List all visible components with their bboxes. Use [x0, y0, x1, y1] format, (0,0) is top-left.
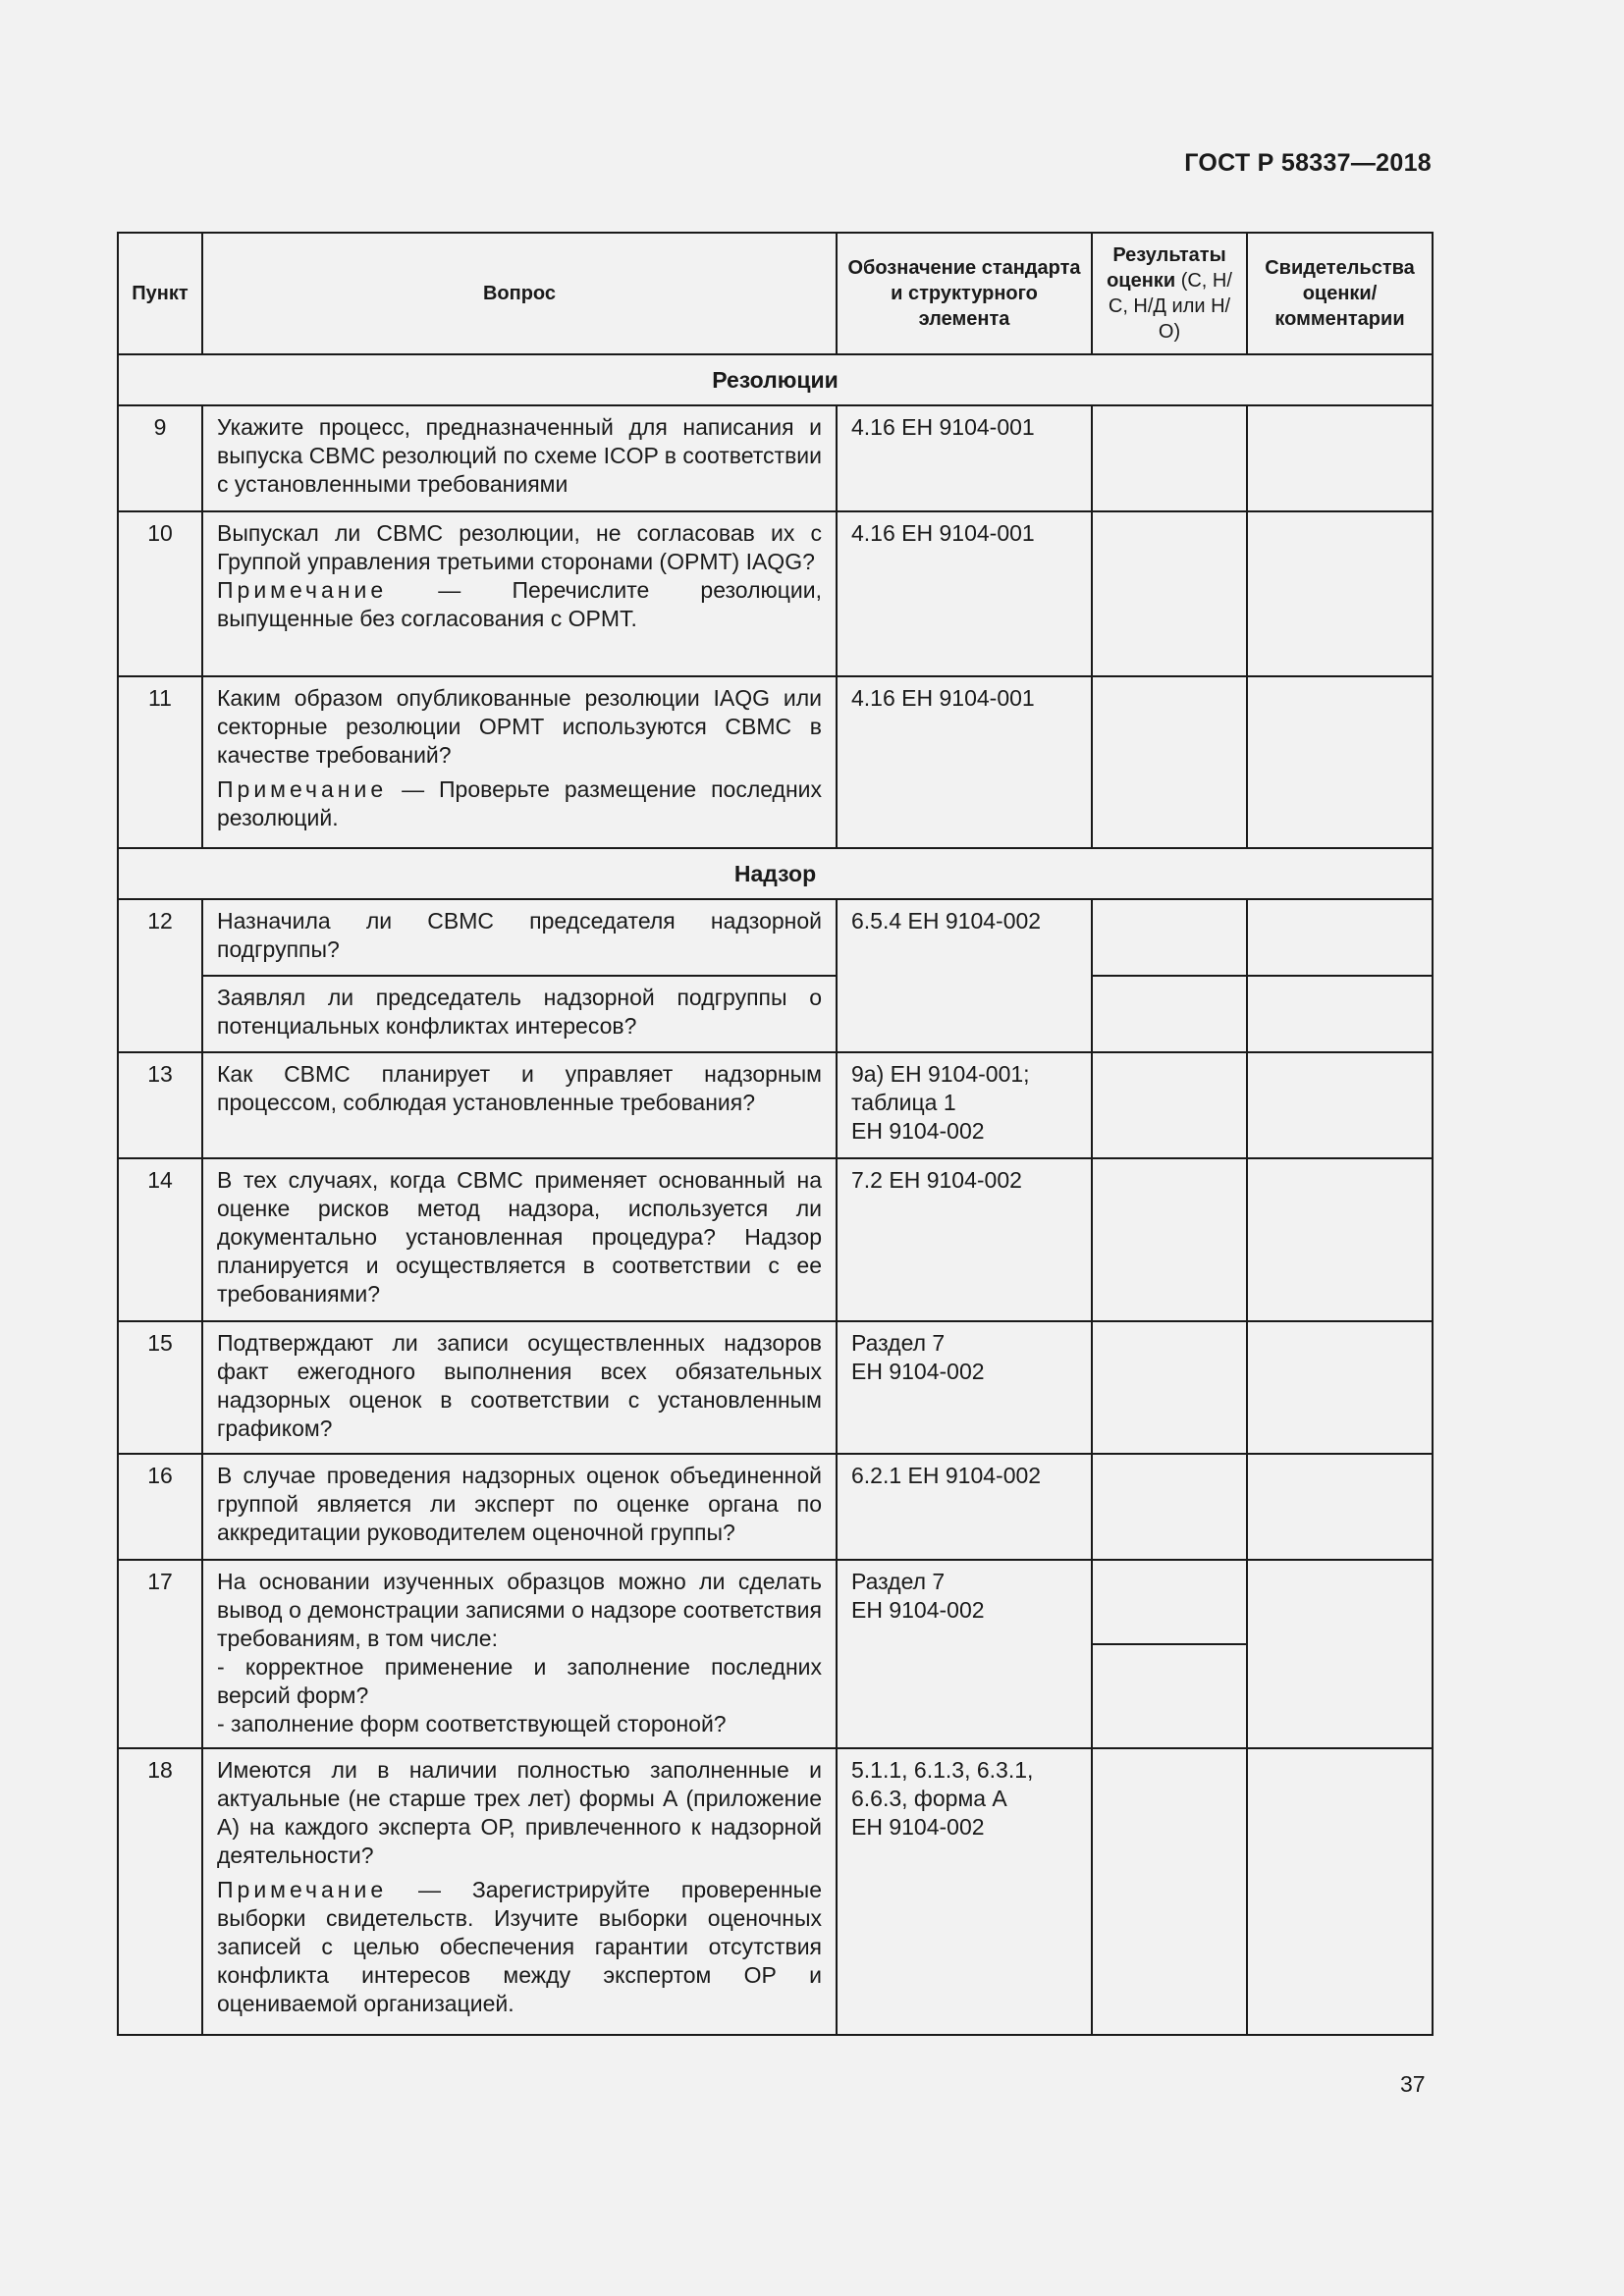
standard-cell: 4.16 ЕН 9104-001: [837, 405, 1092, 511]
standard-line: ЕН 9104-002: [851, 1118, 985, 1144]
section-title: Надзор: [118, 848, 1433, 899]
item-number: 15: [118, 1321, 202, 1454]
standard-cell: [837, 1052, 1092, 1158]
question-cell: [202, 1748, 837, 2035]
standard-line: ЕН 9104-002: [851, 1359, 985, 1384]
question-text: - заполнение форм соответствующей стороной?: [217, 1711, 727, 1736]
question-text: Подтверждают ли записи осуществленных надзоров факт ежегодного выполнения всех обязательных надзорных оценок в соответствии с установленным графиком?: [217, 1330, 822, 1441]
standard-cell: [837, 1321, 1092, 1454]
evidence-cell[interactable]: [1247, 899, 1433, 976]
standard-line: таблица 1: [851, 1090, 956, 1115]
item-number: 12: [118, 899, 202, 1052]
question-cell: [202, 899, 837, 976]
standard-cell: 4.16 ЕН 9104-001: [837, 676, 1092, 848]
table-header-row: [118, 233, 1433, 354]
question-text: На основании изученных образцов можно ли сделать вывод о демонстрации записями о надзоре соответствия требованиям, в том числе:: [217, 1569, 822, 1651]
question-text: Как СВМС планирует и управляет надзорным процессом, соблюдая установленные требования?: [217, 1061, 822, 1115]
header-results: [1092, 233, 1247, 354]
page-number: 37: [1400, 2071, 1426, 2097]
question-cell: [202, 405, 837, 511]
table-row: [118, 1748, 1433, 2035]
table-row: [118, 899, 1433, 976]
evidence-cell[interactable]: [1247, 1052, 1433, 1158]
evidence-cell[interactable]: [1247, 1560, 1433, 1748]
evidence-cell[interactable]: [1247, 1454, 1433, 1560]
question-cell: [202, 1321, 837, 1454]
question-cell: [202, 676, 837, 848]
audit-checklist-table: [117, 232, 1434, 2036]
standard-cell: 7.2 ЕН 9104-002: [837, 1158, 1092, 1321]
table-row: [118, 405, 1433, 511]
question-note: [217, 1876, 822, 2018]
question-text: - корректное применение и заполнение последних версий форм?: [217, 1654, 822, 1708]
note-text: — Перечислите резолюции, выпущенные без согласования с OPMT.: [217, 577, 822, 631]
question-text: Назначила ли СВМС председателя надзорной подгруппы?: [217, 908, 822, 962]
item-number: 11: [118, 676, 202, 848]
evidence-cell[interactable]: [1247, 1321, 1433, 1454]
result-cell[interactable]: [1092, 676, 1247, 848]
standard-cell: 6.2.1 ЕН 9104-002: [837, 1454, 1092, 1560]
question-cell: [202, 1560, 837, 1748]
item-number: 10: [118, 511, 202, 676]
result-cell[interactable]: [1092, 405, 1247, 511]
standard-line: 5.1.1, 6.1.3, 6.3.1,: [851, 1757, 1034, 1783]
result-cell[interactable]: [1092, 1454, 1247, 1560]
section-row-supervision: [118, 848, 1433, 899]
question-cell: [202, 1454, 837, 1560]
question-cell: [202, 511, 837, 676]
standard-line: ЕН 9104-002: [851, 1814, 985, 1840]
header-standard: Обозначение стандарта и структурного элемента: [837, 233, 1092, 354]
header-question: Вопрос: [202, 233, 837, 354]
standard-line: 6.6.3, форма А: [851, 1786, 1007, 1811]
item-number: 18: [118, 1748, 202, 2035]
standard-line: 9а) ЕН 9104-001;: [851, 1061, 1030, 1087]
table-row: [118, 676, 1433, 848]
question-text: Выпускал ли СВМС резолюции, не согласовав их с Группой управления третьими сторонами (OPMT) IAQG?: [217, 520, 822, 574]
result-cell[interactable]: [1092, 511, 1247, 676]
item-number: 16: [118, 1454, 202, 1560]
table-row: [118, 511, 1433, 676]
question-note: [217, 576, 822, 633]
question-text: Каким образом опубликованные резолюции IAQG или секторные резолюции OPMT используются СВМС в качестве требований?: [217, 685, 822, 768]
question-cell: [202, 1158, 837, 1321]
item-number: 14: [118, 1158, 202, 1321]
standard-line: Раздел 7: [851, 1569, 946, 1594]
table-row: [118, 1321, 1433, 1454]
question-text: В случае проведения надзорных оценок объединенной группой является ли эксперт по оценке органа по аккредитации руководителем оценочной группы?: [217, 1463, 822, 1545]
item-number: 17: [118, 1560, 202, 1748]
evidence-cell[interactable]: [1247, 1748, 1433, 2035]
evidence-cell[interactable]: [1247, 511, 1433, 676]
standard-cell: [837, 1748, 1092, 2035]
document-code: ГОСТ Р 58337—2018: [1184, 149, 1432, 177]
header-item: Пункт: [118, 233, 202, 354]
question-text: Имеются ли в наличии полностью заполненные и актуальные (не старше трех лет) формы А (приложение А) на каждого эксперта ОР, привлеченного к надзорной деятельности?: [217, 1757, 822, 1868]
evidence-cell[interactable]: [1247, 405, 1433, 511]
header-evidence: Свидетельства оценки/ комментарии: [1247, 233, 1433, 354]
result-cell[interactable]: [1092, 976, 1247, 1052]
evidence-cell[interactable]: [1247, 976, 1433, 1052]
table-row: [118, 976, 1433, 1052]
table-row: [118, 1454, 1433, 1560]
evidence-cell[interactable]: [1247, 1158, 1433, 1321]
result-cell[interactable]: [1092, 1052, 1247, 1158]
standard-cell: [837, 1560, 1092, 1748]
header-results-options: (С, Н/С, Н/Д или Н/О): [1108, 270, 1232, 343]
result-cell[interactable]: [1092, 1158, 1247, 1321]
standard-cell: 6.5.4 ЕН 9104-002: [837, 899, 1092, 1052]
standard-line: Раздел 7: [851, 1330, 946, 1356]
section-row-resolutions: [118, 354, 1433, 405]
note-label: Примечание: [217, 577, 388, 603]
item-number: 13: [118, 1052, 202, 1158]
note-text: — Проверьте размещение последних резолюций.: [217, 776, 822, 830]
result-cell[interactable]: [1092, 1748, 1247, 2035]
result-cell[interactable]: [1092, 1321, 1247, 1454]
table-row: [118, 1052, 1433, 1158]
header-results-title: Результаты оценки: [1107, 244, 1226, 292]
note-label: Примечание: [217, 1877, 388, 1902]
standard-cell: 4.16 ЕН 9104-001: [837, 511, 1092, 676]
standard-line: ЕН 9104-002: [851, 1597, 985, 1623]
question-note: [217, 775, 822, 832]
table-row: [118, 1560, 1433, 1644]
question-cell: [202, 976, 837, 1052]
item-number: 9: [118, 405, 202, 511]
question-text: В тех случаях, когда СВМС применяет основанный на оценке рисков метод надзора, используется ли документально установленная процедура? Надзор планируется и осуществляется в соответствии с ее требованиями?: [217, 1167, 822, 1307]
question-cell: [202, 1052, 837, 1158]
question-text: Заявлял ли председатель надзорной подгруппы о потенциальных конфликтах интересов?: [217, 985, 822, 1039]
note-label: Примечание: [217, 776, 388, 802]
evidence-cell[interactable]: [1247, 676, 1433, 848]
result-cell[interactable]: [1092, 1560, 1247, 1644]
result-cell[interactable]: [1092, 899, 1247, 976]
note-text: — Зарегистрируйте проверенные выборки свидетельств. Изучите выборки оценочных записей с целью обеспечения гарантии отсутствия конфликта интересов между экспертом ОР и оцениваемой организацией.: [217, 1877, 822, 2016]
section-title: Резолюции: [118, 354, 1433, 405]
result-cell[interactable]: [1092, 1644, 1247, 1748]
table-row: [118, 1158, 1433, 1321]
question-text: Укажите процесс, предназначенный для написания и выпуска СВМС резолюций по схеме ICOP в соответствии с установленными требованиями: [217, 414, 822, 497]
